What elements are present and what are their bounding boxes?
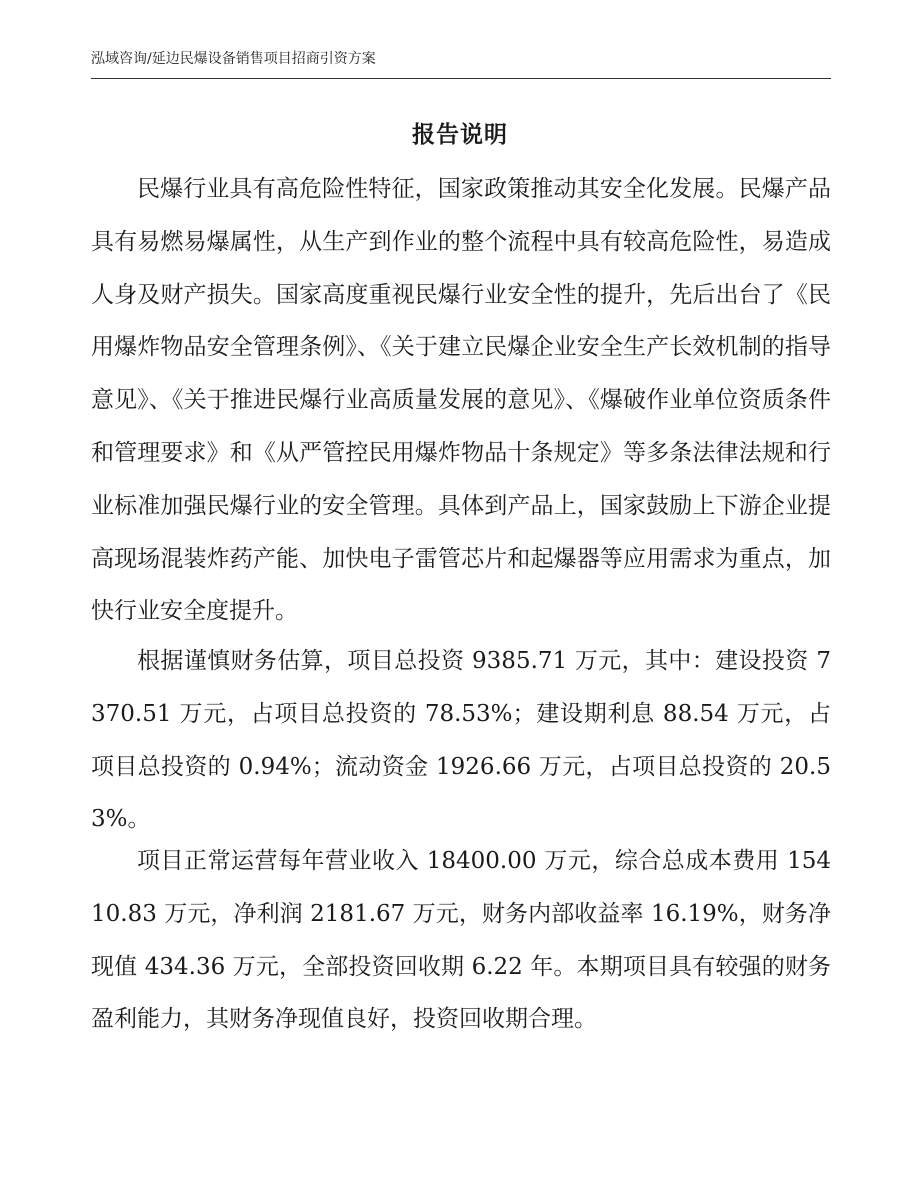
running-header: 泓域咨询/延边民爆设备销售项目招商引资方案 [91,51,376,67]
paragraph-financial-returns: 项目正常运营每年营业收入 18400.00 万元，综合总成本费用 15410.83 万元，净利润 2181.67 万元，财务内部收益率 16.19%，财务净现值 434.36 万元，全部投资回收期 6.22 年。本期项目具有较强的财务盈利能力，其财务净现值良好，投资回收期合理。 [91,848,831,1033]
header-divider [91,78,831,79]
paragraph-investment-estimate: 根据谨慎财务估算，项目总投资 9385.71 万元，其中：建设投资 7370.51 万元，占项目总投资的 78.53%；建设期利息 88.54 万元，占项目总投资的 0.94%；流动资金 1926.66 万元，占项目总投资的 20.53%。 [91,648,831,833]
paragraph-industry-overview: 民爆行业具有高危险性特征，国家政策推动其安全化发展。民爆产品具有易燃易爆属性，从生产到作业的整个流程中具有较高危险性，易造成人身及财产损失。国家高度重视民爆行业安全性的提升，先后出台了《民用爆炸物品安全管理条例》、《关于建立民爆企业安全生产长效机制的指导意见》、《关于推进民爆行业高质量发展的意见》、《爆破作业单位资质条件和管理要求》和《从严管控民用爆炸物品十条规定》等多条法律法规和行业标准加强民爆行业的安全管理。具体到产品上，国家鼓励上下游企业提高现场混装炸药产能、加快电子雷管芯片和起爆器等应用需求为重点，加快行业安全度提升。 [91,176,831,625]
document-title: 报告说明 [412,121,508,148]
